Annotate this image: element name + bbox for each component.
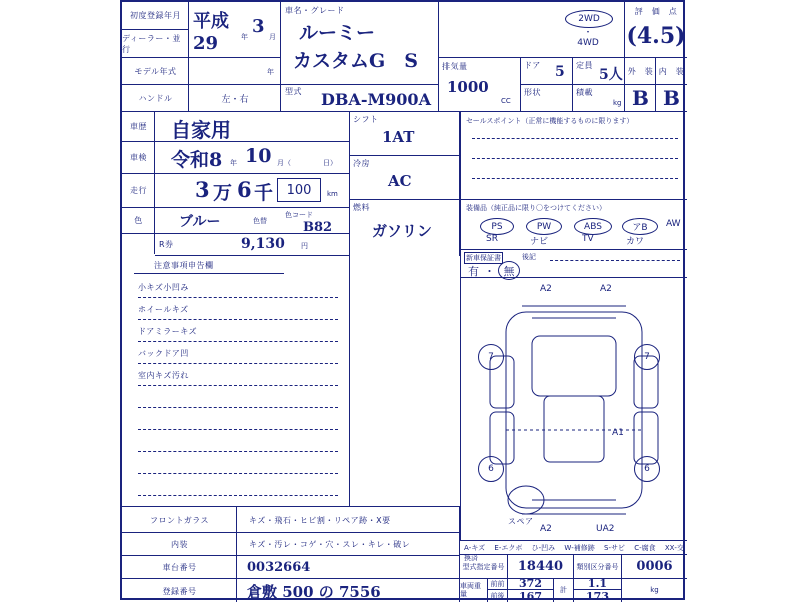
spec-value-1: 18440 xyxy=(508,555,574,579)
model-year-unit: 年 xyxy=(267,68,274,76)
interior-grade: B xyxy=(663,85,680,110)
door-label: ドア xyxy=(524,61,541,70)
score-label: 評 価 点 xyxy=(634,6,678,16)
inspection-month: 10 xyxy=(245,145,272,167)
history-cell xyxy=(155,112,350,142)
warranty-yes[interactable]: 有 xyxy=(468,265,479,278)
equip-tv[interactable]: TV xyxy=(582,234,594,244)
type-cell xyxy=(281,85,439,112)
door-cell xyxy=(521,58,573,85)
interior-label-cell-footer xyxy=(122,532,237,555)
mileage-label: 走行 xyxy=(122,174,155,208)
salespoint-line xyxy=(472,158,678,159)
sales-point-cell xyxy=(460,112,687,200)
inspection-label: 車検 xyxy=(122,142,155,174)
mark-7-left: 7 xyxy=(478,344,504,370)
weight-unit: kg xyxy=(650,586,659,594)
equip-airbag[interactable]: アB xyxy=(622,218,658,235)
inspection-day-unit: 日） xyxy=(323,159,337,167)
weight-label: 車両重量 xyxy=(460,578,488,602)
exterior-label-cell xyxy=(625,58,656,85)
color-change-label: 色替 xyxy=(253,217,267,225)
note-line xyxy=(138,414,338,430)
mark-a2-top-left: A2 xyxy=(540,284,552,294)
interior-label-footer: 内装 xyxy=(171,540,188,549)
fuel-value: ガソリン xyxy=(372,222,433,240)
warranty-no[interactable]: 無 xyxy=(498,261,520,280)
drive-dot: ・ xyxy=(583,27,593,38)
drive-4wd[interactable]: 4WD xyxy=(577,38,599,48)
note-line: ホイールキズ xyxy=(138,304,338,320)
score-value: (4.5) xyxy=(626,23,686,49)
load-unit: kg xyxy=(613,99,622,107)
shift-label: シフト xyxy=(353,115,379,124)
front-glass-value-cell xyxy=(237,506,460,532)
displacement-cell xyxy=(439,58,521,112)
warranty-dot: ・ xyxy=(484,265,495,278)
shape-cell xyxy=(521,85,573,112)
score-cell xyxy=(625,2,687,58)
mark-6-left: 6 xyxy=(478,456,504,482)
note-line: 小キズ小凹み xyxy=(138,282,338,298)
sales-point-label: セールスポイント（正常に機能するものに限ります） xyxy=(466,117,634,125)
mark-ua2-bottom-right: UA2 xyxy=(596,524,615,534)
car-diagram-svg xyxy=(460,278,687,540)
exterior-grade: B xyxy=(632,85,649,110)
reg-no-label-cell xyxy=(122,578,237,602)
mileage-sen-unit: 千 xyxy=(254,182,274,204)
fuel-label: 燃料 xyxy=(353,203,370,212)
car-diagram xyxy=(460,278,687,540)
color-value: ブルー xyxy=(179,214,221,230)
car-no-value: 0032664 xyxy=(247,560,311,575)
mileage-man-unit: 万 xyxy=(213,182,233,204)
reg-date-label: 初度登録年月 xyxy=(122,2,189,30)
note-line: バックドア凹 xyxy=(138,348,338,364)
front-glass-label: フロントガラス xyxy=(149,515,210,525)
salespoint-line xyxy=(472,138,678,139)
left-label-column xyxy=(122,112,155,254)
mid-column xyxy=(350,112,460,256)
color-code-value: B82 xyxy=(303,220,333,235)
handle-cell xyxy=(189,85,281,112)
equipment-label: 装備品（純正品に限り〇をつけてください） xyxy=(466,204,606,212)
equip-abs[interactable]: ABS xyxy=(574,218,612,235)
seat-label: 定員 xyxy=(576,61,593,70)
rken-unit: 円 xyxy=(301,242,308,250)
inspection-year-unit: 年 xyxy=(230,159,237,167)
equip-navi[interactable]: ナビ xyxy=(530,237,549,247)
reg-no-label: 登録番号 xyxy=(162,586,197,596)
note-line xyxy=(138,392,338,408)
diagram-legend-row xyxy=(460,540,687,562)
carname-label: 車名・グレード xyxy=(285,6,345,15)
drive-cell xyxy=(439,2,625,58)
mileage-cell xyxy=(155,174,350,208)
door-value: 5 xyxy=(555,64,565,80)
spec-value-2: 0006 xyxy=(622,555,687,579)
grade-value: カスタムG S xyxy=(293,50,418,72)
car-no-label: 車台番号 xyxy=(162,563,197,572)
seat-value: 5人 xyxy=(599,67,623,83)
left-spacer xyxy=(122,234,155,254)
handle-label: ハンドル xyxy=(138,94,173,103)
front-glass-value: キズ・飛石・ヒビ割・リペア跡・X要 xyxy=(249,515,391,525)
ac-value: AC xyxy=(388,172,412,190)
color-code-label: 色コード xyxy=(285,211,313,219)
mark-6-right: 6 xyxy=(634,456,660,482)
type-value: DBA-M900A xyxy=(321,90,431,109)
weight-total-label: 計 xyxy=(554,578,574,602)
weight-total: 1.1 xyxy=(574,578,622,590)
dealer-label: ディーラー・並行 xyxy=(122,30,189,58)
drive-2wd[interactable]: 2WD xyxy=(565,10,613,28)
ac-label: 冷房 xyxy=(353,159,370,168)
weight-row xyxy=(460,578,687,602)
inspection-month-unit: 月（ xyxy=(277,159,291,167)
history-label: 車歴 xyxy=(122,112,155,142)
interior-label-cell xyxy=(656,58,687,85)
rken-cell xyxy=(155,234,350,256)
vertical-divider xyxy=(460,112,461,540)
shift-value: 1AT xyxy=(382,128,415,146)
warranty-label2: 後記 xyxy=(522,253,536,261)
model-year-label: モデル年式 xyxy=(122,58,189,85)
reg-era-value: 平成29 xyxy=(193,10,229,54)
notes-label: 注意事項申告欄 xyxy=(154,261,214,270)
mark-a1: A1 xyxy=(612,428,624,438)
interior-value: キズ・汚レ・コゲ・穴・スレ・キレ・破レ xyxy=(249,540,411,549)
note-line xyxy=(138,458,338,474)
seat-cell xyxy=(573,58,625,85)
equip-aw[interactable]: AW xyxy=(666,219,681,229)
equip-sr[interactable]: SR xyxy=(486,234,498,244)
inspection-cell xyxy=(155,142,350,174)
type-label: 型式 xyxy=(285,87,302,96)
load-cell xyxy=(573,85,625,112)
exterior-label: 外 装 xyxy=(627,67,654,76)
history-value: 自家用 xyxy=(171,118,231,142)
warranty-cell xyxy=(460,250,687,278)
spec-label-1: 型式指定番号 xyxy=(460,555,508,579)
reg-month-unit: 月 xyxy=(269,33,276,41)
warranty-line xyxy=(550,260,680,261)
handle-value[interactable]: 左・右 xyxy=(221,95,249,105)
rken-value: 9,130 xyxy=(241,236,285,252)
reg-no-value: 倉敷 500 の 7556 xyxy=(247,582,381,601)
weight-front-label: 前前 xyxy=(488,578,508,590)
equipment-cell xyxy=(460,200,687,250)
salespoint-line xyxy=(472,178,678,179)
displacement-value: 1000 xyxy=(447,78,489,96)
note-line: 室内キズ汚れ xyxy=(138,370,338,386)
spec-row xyxy=(460,554,687,578)
mark-a2-bottom-left: A2 xyxy=(540,524,552,534)
ac-cell xyxy=(350,156,460,200)
mileage-hundred-box xyxy=(277,178,321,202)
interior-value-cell xyxy=(237,532,460,555)
model-year-cell xyxy=(189,58,281,85)
weight-rear-label: 前後 xyxy=(488,590,508,602)
rken-label: R券 xyxy=(159,240,174,249)
reg-date-cell xyxy=(189,2,281,58)
spare-label: スペア xyxy=(508,517,534,526)
weight-rear: 167 xyxy=(508,590,554,602)
header-left-labels xyxy=(122,2,189,112)
auction-sheet xyxy=(120,0,686,603)
mark-7-right: 7 xyxy=(634,344,660,370)
equip-pw[interactable]: PW xyxy=(526,218,562,235)
reg-year-unit: 年 xyxy=(241,33,248,41)
exterior-grade-cell xyxy=(625,85,656,112)
car-no-value-cell xyxy=(237,555,460,578)
carname-value: ルーミー xyxy=(299,22,376,44)
notes-section xyxy=(122,256,350,506)
type-label-top xyxy=(281,68,311,84)
note-line xyxy=(138,436,338,452)
warranty-label: 新車保証書 xyxy=(466,254,501,262)
shape-label: 形状 xyxy=(524,88,541,97)
front-glass-label-cell xyxy=(122,506,237,532)
color-label: 色 xyxy=(122,208,155,234)
diagram-legend: A‑キズ E‑エクボ ひ‑凹み W‑補修跡 S‑サビ C‑腐食 XX‑交換済 xyxy=(464,544,684,562)
notes-label-wrap xyxy=(134,260,284,274)
load-label: 積載 xyxy=(576,88,593,97)
displacement-label: 排気量 xyxy=(442,62,468,71)
color-cell xyxy=(155,208,350,234)
drive-2wd-wrap[interactable] xyxy=(565,10,611,24)
weight-total2: 173 xyxy=(574,590,622,602)
spec-label-2: 類別区分番号 xyxy=(574,555,622,579)
displacement-unit: CC xyxy=(501,97,511,105)
note-line: ドアミラーキズ xyxy=(138,326,338,342)
mileage-hundred: 100 xyxy=(286,182,312,198)
weight-front: 372 xyxy=(508,578,554,590)
fuel-cell xyxy=(350,200,460,256)
equip-kawa[interactable]: カワ xyxy=(626,237,645,247)
car-no-label-cell xyxy=(122,555,237,578)
mileage-unit: km xyxy=(327,190,338,198)
mark-a2-top-right: A2 xyxy=(600,284,612,294)
equip-ps[interactable]: PS xyxy=(480,218,514,235)
interior-label: 内 装 xyxy=(658,67,685,76)
inspection-era: 令和8 xyxy=(171,149,223,171)
reg-month-value: 3 xyxy=(252,16,265,37)
shift-cell xyxy=(350,112,460,156)
note-line xyxy=(138,480,338,496)
reg-no-value-cell xyxy=(237,578,460,602)
interior-grade-cell xyxy=(656,85,687,112)
mileage-man: 3 xyxy=(195,177,210,202)
mileage-sen: 6 xyxy=(237,177,252,202)
